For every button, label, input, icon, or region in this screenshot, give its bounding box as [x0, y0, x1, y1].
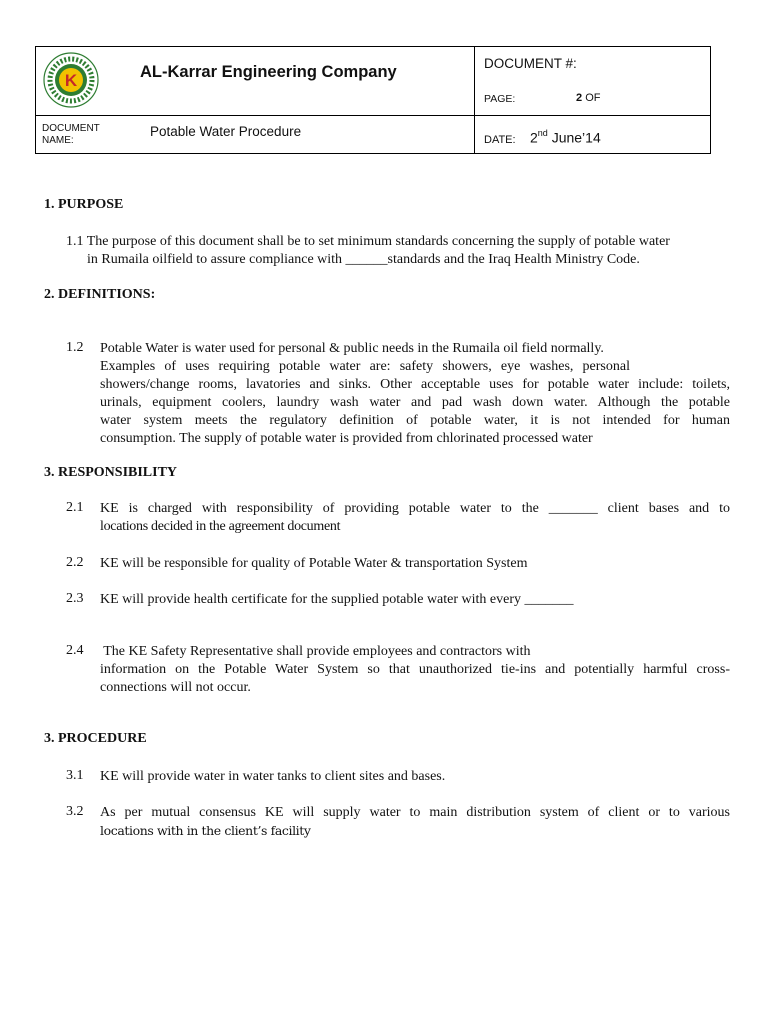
- definition-line4: urinals, equipment coolers, laundry wash water and pad wash down water. Although the potable: [100, 395, 730, 410]
- date-value: [530, 129, 601, 146]
- company-logo-icon: [42, 51, 100, 109]
- page-label: PAGE:: [484, 93, 516, 105]
- document-header-table: [35, 46, 711, 154]
- table-divider-vertical: [474, 47, 475, 153]
- procedure-heading: 3. PROCEDURE: [44, 731, 147, 746]
- responsibility-2-4-line2: information on the Potable Water System so that unauthorized tie-ins and potentially harmful cross-: [100, 662, 730, 677]
- responsibility-2-4-number: 2.4: [66, 643, 84, 658]
- page-number: 2: [576, 92, 583, 104]
- definition-line1: Potable Water is water used for personal & public needs in the Rumaila oil field normally.: [100, 341, 604, 356]
- date-label: DATE:: [484, 134, 516, 146]
- purpose-heading: 1. PURPOSE: [44, 197, 124, 212]
- responsibility-2-4-line3: connections will not occur.: [100, 680, 251, 695]
- responsibility-2-1-line2: locations decided in the agreement document: [100, 519, 341, 534]
- definition-line2: Examples of uses requiring potable water are: safety showers, eye washes, personal: [100, 359, 630, 374]
- purpose-paragraph-line1: 1.1 The purpose of this document shall be to set minimum standards concerning the supply of potable water: [66, 234, 670, 249]
- document-name-value: Potable Water Procedure: [150, 124, 302, 139]
- procedure-3-1-text: KE will provide water in water tanks to client sites and bases.: [100, 769, 446, 784]
- procedure-3-2-line1: As per mutual consensus KE will supply water to main distribution system of client or to various: [100, 805, 730, 820]
- responsibility-2-3-text: KE will provide health certificate for the supplied potable water with every _______: [100, 592, 574, 607]
- procedure-3-2-line2: locations with in the client’s facility: [100, 823, 311, 838]
- date-rest: June’14: [547, 129, 601, 146]
- definition-line5: water system meets the regulatory definition of potable water, it is not intended for human: [100, 413, 730, 428]
- responsibility-2-2-number: 2.2: [66, 555, 84, 570]
- responsibility-heading: 3. RESPONSIBILITY: [44, 465, 178, 480]
- responsibility-2-1-number: 2.1: [66, 500, 84, 515]
- procedure-3-1-number: 3.1: [66, 768, 84, 783]
- document-name-label: DOCUMENT NAME:: [42, 123, 100, 146]
- purpose-paragraph-line2: in Rumaila oilfield to assure compliance with ______standards and the Iraq Health Ministry Code.: [87, 252, 640, 267]
- definitions-heading: 2. DEFINITIONS:: [44, 287, 156, 302]
- procedure-3-2-number: 3.2: [66, 804, 84, 819]
- definition-number: 1.2: [66, 340, 84, 355]
- document-number-label: DOCUMENT #:: [484, 56, 577, 71]
- table-divider-horizontal: [36, 115, 710, 116]
- date-suffix: nd: [537, 128, 548, 138]
- page-value: [576, 92, 600, 104]
- definition-line3: showers/change rooms, lavatories and sinks. Other acceptable uses for potable water include: toilets,: [100, 377, 730, 392]
- responsibility-2-4-line1: The KE Safety Representative shall provide employees and contractors with: [100, 644, 531, 659]
- definition-line6: consumption. The supply of potable water is provided from chlorinated processed water: [100, 431, 593, 446]
- date-day: 2: [530, 129, 538, 146]
- responsibility-2-1-line1: KE is charged with responsibility of providing potable water to the _______ client bases and to: [100, 501, 730, 516]
- company-name: AL-Karrar Engineering Company: [140, 63, 397, 81]
- responsibility-2-3-number: 2.3: [66, 591, 84, 606]
- logo-letter: K: [64, 71, 78, 90]
- page-of: OF: [585, 92, 601, 104]
- responsibility-2-2-text: KE will be responsible for quality of Potable Water & transportation System: [100, 556, 528, 571]
